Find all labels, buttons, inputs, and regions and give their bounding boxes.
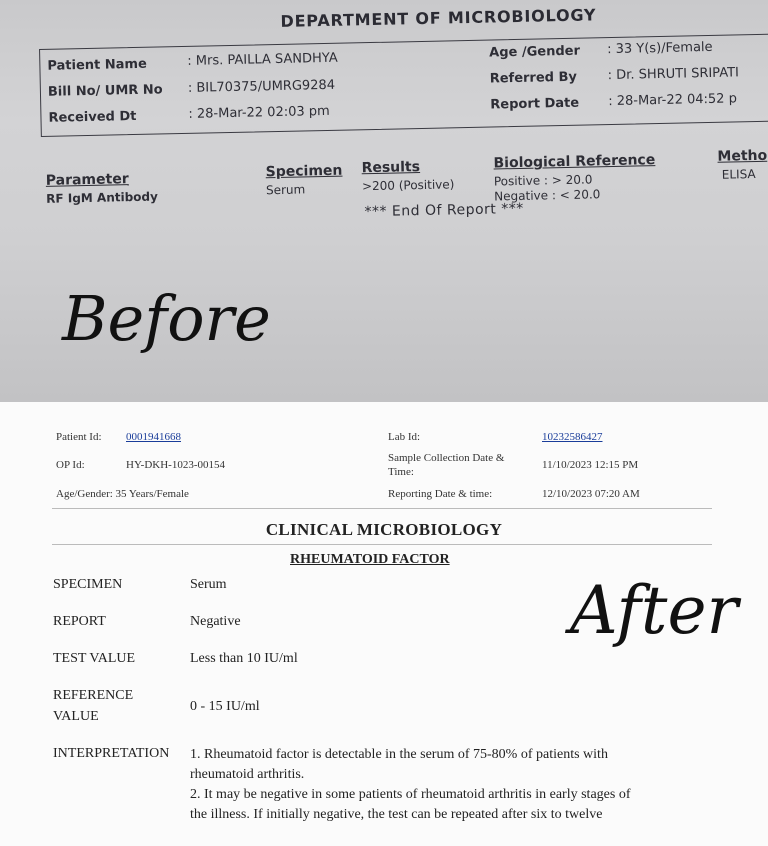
patient-id-link[interactable]: 0001941668 (126, 431, 181, 443)
collection-label-1: Sample Collection Date & (388, 452, 505, 464)
report-label: REPORT (53, 614, 106, 629)
row-method: ELISA (721, 167, 756, 182)
interpretation-2b: the illness. If initially negative, the test can be repeated after six to twelve (190, 807, 603, 822)
end-of-report: *** End Of Report *** (364, 200, 524, 221)
lab-id-label: Lab Id: (388, 431, 421, 443)
referred-by-label: Referred By (489, 69, 578, 87)
patient-name-value: : Mrs. PAILLA SANDHYA (187, 50, 338, 69)
row-ref-negative: Negative : < 20.0 (494, 187, 601, 204)
row-ref-positive: Positive : > 20.0 (493, 172, 593, 189)
col-results-header: Results (361, 159, 421, 177)
op-id-value: HY-DKH-1023-00154 (126, 459, 225, 471)
specimen-value: Serum (190, 577, 227, 592)
test-value-value: Less than 10 IU/ml (190, 651, 298, 666)
interpretation-1b: rheumatoid arthritis. (190, 767, 305, 782)
before-department-title: DEPARTMENT OF MICROBIOLOGY (280, 5, 597, 31)
interpretation-2a: 2. It may be negative in some patients of rheumatoid arthritis in early stages of (190, 787, 631, 802)
reference-label-2: VALUE (53, 709, 99, 724)
reference-label-1: REFERENCE (53, 688, 134, 703)
received-value: : 28-Mar-22 02:03 pm (188, 103, 330, 122)
bill-label: Bill No/ UMR No (47, 82, 163, 100)
received-label: Received Dt (48, 108, 137, 126)
reporting-value: 12/10/2023 07:20 AM (542, 488, 640, 500)
clinical-microbiology-title: CLINICAL MICROBIOLOGY (265, 520, 503, 539)
interpretation-1a: 1. Rheumatoid factor is detectable in the serum of 75-80% of patients with (190, 747, 608, 762)
row-result: >200 (Positive) (361, 177, 455, 194)
age-gender-line: Age/Gender: 35 Years/Female (56, 488, 189, 500)
patient-name-label: Patient Name (47, 56, 147, 74)
interpretation-label: INTERPRETATION (53, 746, 170, 761)
patient-id-label: Patient Id: (56, 431, 102, 443)
collection-value: 11/10/2023 12:15 PM (542, 459, 639, 471)
reference-value: 0 - 15 IU/ml (190, 699, 260, 714)
report-date-label: Report Date (490, 95, 580, 113)
specimen-label: SPECIMEN (53, 577, 123, 592)
collection-label-2: Time: (388, 466, 414, 478)
col-reference-header: Biological Reference (493, 152, 656, 172)
op-id-label: OP Id: (56, 459, 85, 471)
lab-id-link[interactable]: 10232586427 (542, 431, 603, 443)
interpretation-text (190, 745, 730, 825)
rheumatoid-factor-subtitle: RHEUMATOID FACTOR (290, 552, 450, 567)
referred-by-value: : Dr. SHRUTI SRIPATI (607, 65, 740, 84)
col-specimen-header: Specimen (265, 162, 343, 181)
test-value-label: TEST VALUE (53, 651, 136, 666)
age-gender-value: : 33 Y(s)/Female (607, 39, 713, 58)
col-parameter-header: Parameter (45, 171, 129, 189)
after-document (0, 402, 768, 846)
row-parameter: RF IgM Antibody (46, 189, 159, 206)
before-photo (0, 0, 768, 402)
header-divider (52, 508, 712, 509)
after-caption: After (570, 572, 739, 649)
title-divider (52, 544, 712, 545)
report-value: Negative (190, 614, 241, 629)
bill-value: : BIL70375/UMRG9284 (187, 77, 336, 96)
row-specimen: Serum (265, 182, 306, 198)
reporting-label: Reporting Date & time: (388, 488, 493, 500)
before-caption: Before (62, 282, 271, 355)
age-gender-label: Age /Gender (489, 43, 581, 61)
report-date-value: : 28-Mar-22 04:52 p (608, 91, 738, 110)
col-method-header: Metho (717, 147, 768, 165)
